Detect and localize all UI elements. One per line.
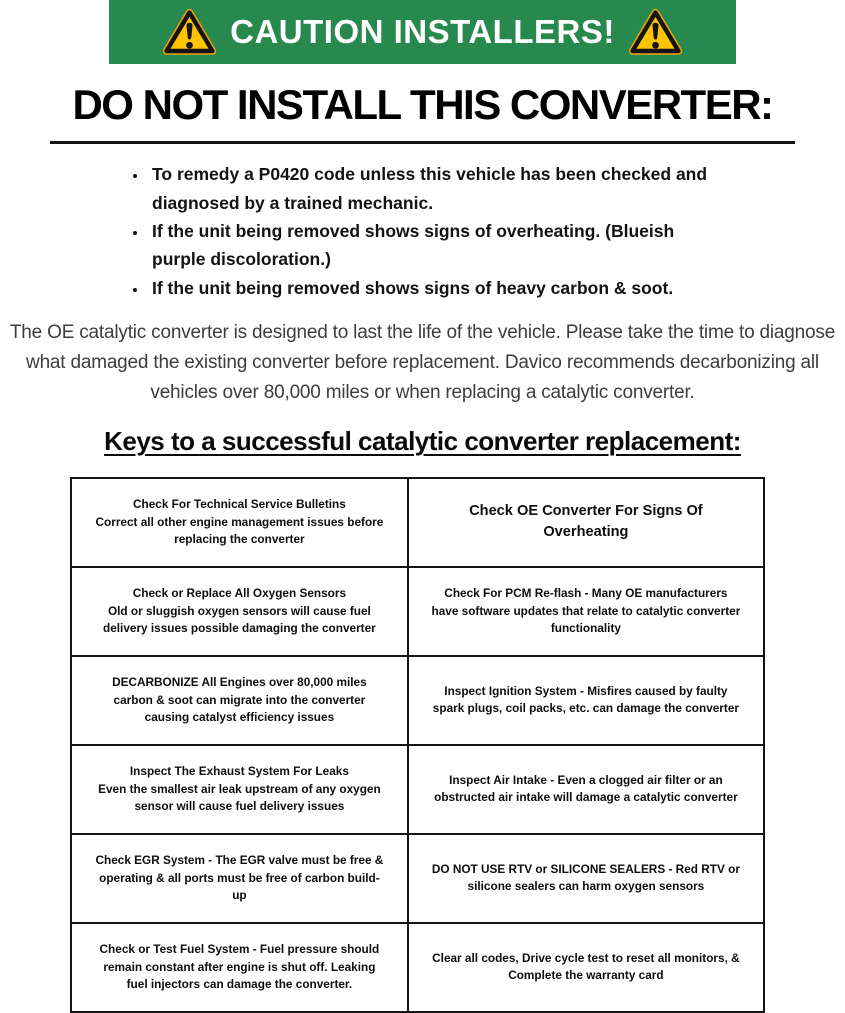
cell-title: Check or Replace All Oxygen Sensors: [132, 585, 347, 600]
table-row: [71, 834, 764, 923]
table-cell: [408, 745, 764, 834]
cell-title: Inspect Ignition System - Misfires caused by faulty spark plugs, coil packs, etc. can damage the converter: [432, 683, 739, 716]
cell-title: DO NOT USE RTV or SILICONE SEALERS - Red RTV or silicone sealers can harm oxygen sensors: [431, 861, 740, 894]
table-cell: [71, 745, 408, 834]
table-row: [71, 478, 764, 567]
caution-banner: [109, 0, 736, 64]
cell-title: Check For PCM Re-flash - Many OE manufacturers have software updates that relate to catalytic converter functionality: [431, 585, 741, 636]
warning-triangle-icon: [629, 8, 682, 56]
table-cell: [71, 478, 408, 567]
table-cell: [408, 656, 764, 745]
cell-body: Correct all other engine management issues before replacing the converter: [95, 514, 384, 547]
table-row: [71, 923, 764, 1012]
banner-title: CAUTION INSTALLERS!: [230, 13, 615, 50]
cell-body: Old or sluggish oxygen sensors will cause fuel delivery issues possible damaging the converter: [103, 603, 376, 636]
table-row: [71, 745, 764, 834]
bullet-item: • To remedy a P0420 code unless this vehicle has been checked and diagnosed by a trained mechanic.: [148, 160, 725, 217]
table-cell: [71, 834, 408, 923]
table-cell: [408, 834, 764, 923]
cell-title: Check or Test Fuel System - Fuel pressure should remain constant after engine is shut off. Leaking fuel injectors can damage the converter.: [99, 941, 380, 992]
intro-paragraph: The OE catalytic converter is designed to last the life of the vehicle. Please take the time to diagnose what damaged the existing converter before replacement. Davico recommends decarbonizing all vehicles over 80,000 miles or when replacing a catalytic converter.: [9, 321, 836, 403]
cell-title: DECARBONIZE All Engines over 80,000 miles carbon & soot can migrate into the converter causing catalyst efficiency issues: [112, 674, 367, 725]
cell-title: Check For Technical Service Bulletins: [132, 496, 346, 511]
cell-title: Check EGR System - The EGR valve must be free & operating & all ports must be free of carbon build-up: [95, 852, 384, 903]
table-cell: [408, 567, 764, 656]
table-cell: [71, 923, 408, 1012]
divider-line: [50, 141, 795, 144]
table-cell: [71, 656, 408, 745]
table-cell: [71, 567, 408, 656]
table-row: [71, 567, 764, 656]
cell-title: Inspect Air Intake - Even a clogged air filter or an obstructed air intake will damage a catalytic converter: [434, 772, 738, 805]
table-cell: [408, 923, 764, 1012]
tips-table: [70, 477, 765, 1013]
cell-title: Inspect The Exhaust System For Leaks: [129, 763, 349, 778]
table-cell: [408, 478, 764, 567]
warning-bullet-list: [130, 160, 725, 302]
keys-heading: Keys to a successful catalytic converter replacement:: [104, 425, 741, 456]
cell-title: Check OE Converter For Signs Of Overheating: [469, 502, 703, 541]
warning-triangle-icon: [163, 8, 216, 56]
bullet-item: • If the unit being removed shows signs of heavy carbon & soot.: [148, 274, 725, 302]
cell-title: Clear all codes, Drive cycle test to reset all monitors, & Complete the warranty card: [432, 950, 740, 983]
cell-body: Even the smallest air leak upstream of any oxygen sensor will cause fuel delivery issues: [98, 781, 381, 814]
page-title: DO NOT INSTALL THIS CONVERTER:: [72, 81, 773, 128]
table-row: [71, 656, 764, 745]
bullet-item: • If the unit being removed shows signs of overheating. (Blueish purple discoloration.): [148, 217, 725, 274]
